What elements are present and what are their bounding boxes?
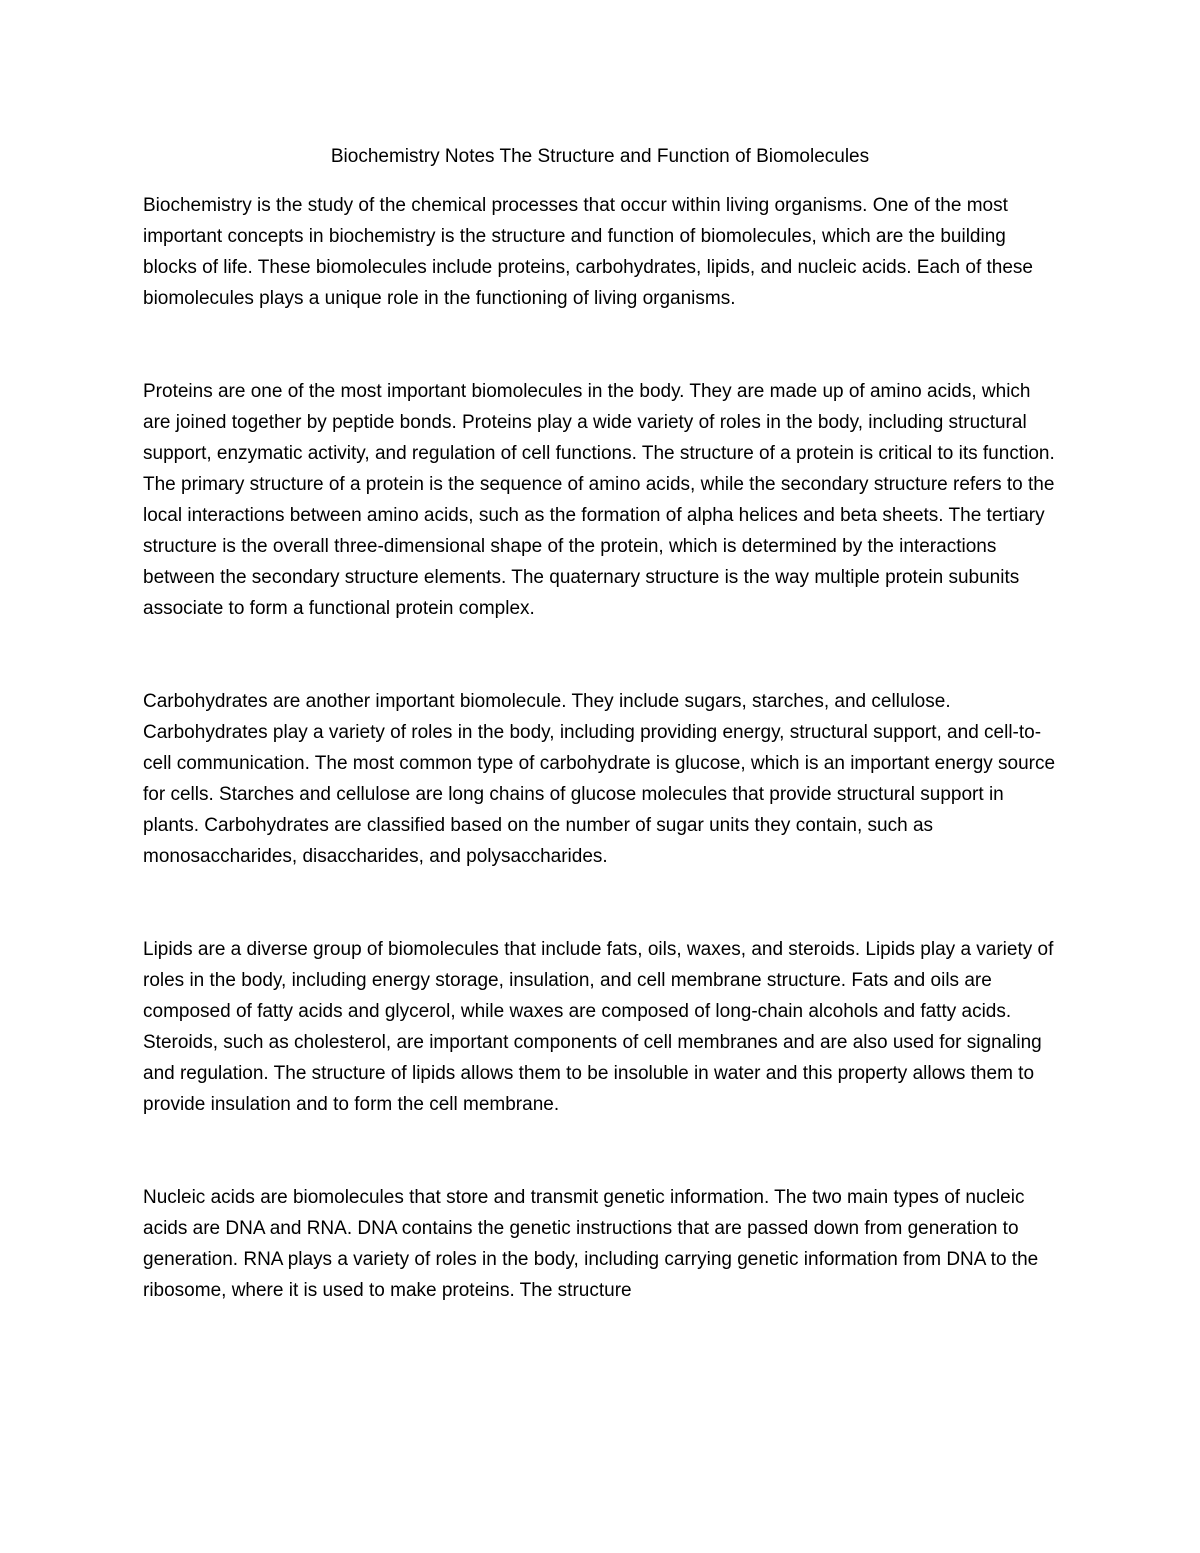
paragraph-lipids: Lipids are a diverse group of biomolecules that include fats, oils, waxes, and steroids. Lipids play a variety of roles in the body, including energy storage, insulation, and cell membrane structure. Fats and oils are composed of fatty acids and glycerol, while waxes are composed of long-chain alcohols and fatty acids. Steroids, such as cholesterol, are important components of cell membranes and are also used for signaling and regulation. The structure of lipids allows them to be insoluble in water and this property allows them to provide insulation and to form the cell membrane. xyxy=(143,939,1054,1115)
document-body xyxy=(143,190,1063,1306)
paragraph-proteins: Proteins are one of the most important biomolecules in the body. They are made up of amino acids, which are joined together by peptide bonds. Proteins play a wide variety of roles in the body, including structural support, enzymatic activity, and regulation of cell functions. The structure of a protein is critical to its function. The primary structure of a protein is the sequence of amino acids, while the secondary structure refers to the local interactions between amino acids, such as the formation of alpha helices and beta sheets. The tertiary structure is the overall three-dimensional shape of the protein, which is determined by the interactions between the secondary structure elements. The quaternary structure is the way multiple protein subunits associate to form a functional protein complex. xyxy=(143,381,1055,619)
paragraph-nucleic-acids: Nucleic acids are biomolecules that store and transmit genetic information. The two main types of nucleic acids are DNA and RNA. DNA contains the genetic instructions that are passed down from generation to generation. RNA plays a variety of roles in the body, including carrying genetic information from DNA to the ribosome, where it is used to make proteins. The structure xyxy=(143,1187,1039,1301)
paragraph-intro: Biochemistry is the study of the chemical processes that occur within living organisms. One of the most important concepts in biochemistry is the structure and function of biomolecules, which are the building blocks of life. These biomolecules include proteins, carbohydrates, lipids, and nucleic acids. Each of these biomolecules plays a unique role in the functioning of living organisms. xyxy=(143,195,1033,309)
paragraph-carbohydrates: Carbohydrates are another important biomolecule. They include sugars, starches, and cellulose. Carbohydrates play a variety of roles in the body, including providing energy, structural support, and cell-to-cell communication. The most common type of carbohydrate is glucose, which is an important energy source for cells. Starches and cellulose are long chains of glucose molecules that provide structural support in plants. Carbohydrates are classified based on the number of sugar units they contain, such as monosaccharides, disaccharides, and polysaccharides. xyxy=(143,691,1056,867)
document-title: Biochemistry Notes The Structure and Function of Biomolecules xyxy=(330,146,870,167)
